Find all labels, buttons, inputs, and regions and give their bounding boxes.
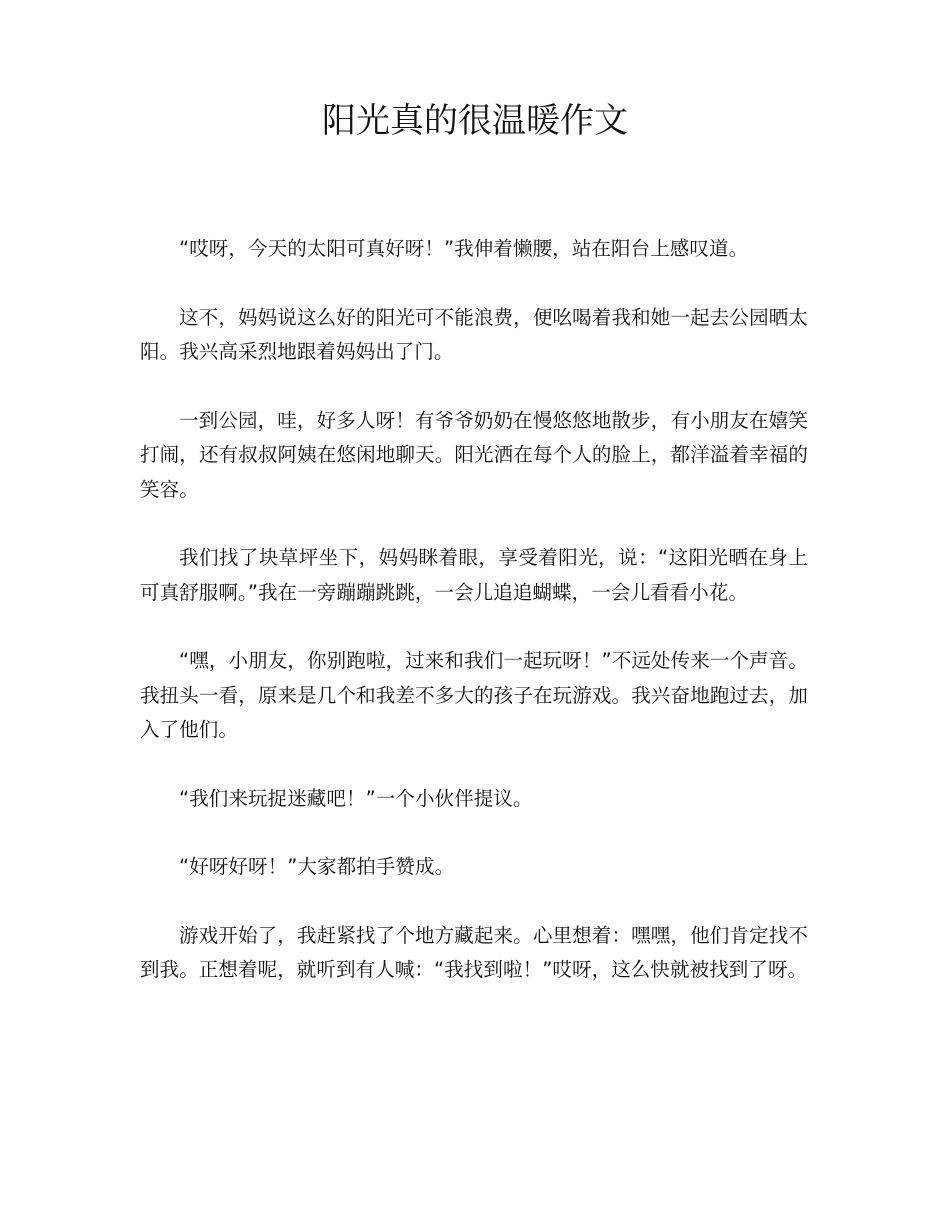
document-title: 阳光真的很温暖作文 bbox=[322, 101, 628, 141]
paragraph-1: “哎呀，今天的太阳可真好呀！”我伸着懒腰，站在阳台上感叹道。 bbox=[179, 237, 749, 260]
document-body bbox=[140, 232, 808, 1022]
paragraph-7: “好呀好呀！”大家都拍手赞成。 bbox=[179, 855, 455, 878]
paragraph-6: “我们来玩捉迷藏吧！”一个小伙伴提议。 bbox=[179, 786, 533, 810]
paragraph-3: 一到公园，哇，好多人呀！有爷爷奶奶在慢悠悠地散步，有小朋友在嬉笑打闹，还有叔叔阿姨在悠闲地聊天。阳光洒在每个人的脸上，都洋溢着幸福的笑容。 bbox=[140, 408, 808, 501]
paragraph-8: 游戏开始了，我赶紧找了个地方藏起来。心里想着：嘿嘿，他们肯定找不到我。正想着呢，就听到有人喊：“我找到啦！”哎呀，这么快就被找到了呀。 bbox=[140, 923, 808, 981]
paragraph-2: 这不，妈妈说这么好的阳光可不能浪费，便吆喝着我和她一起去公园晒太阳。我兴高采烈地跟着妈妈出了门。 bbox=[140, 305, 808, 363]
paragraph-4: 我们找了块草坪坐下，妈妈眯着眼，享受着阳光，说：“这阳光晒在身上可真舒服啊。”我在一旁蹦蹦跳跳，一会儿追追蝴蝶，一会儿看看小花。 bbox=[140, 546, 808, 604]
paragraph-5: “嘿，小朋友，你别跑啦，过来和我们一起玩呀！”不远处传来一个声音。我扭头一看，原来是几个和我差不多大的孩子在玩游戏。我兴奋地跑过去，加入了他们。 bbox=[140, 649, 808, 741]
